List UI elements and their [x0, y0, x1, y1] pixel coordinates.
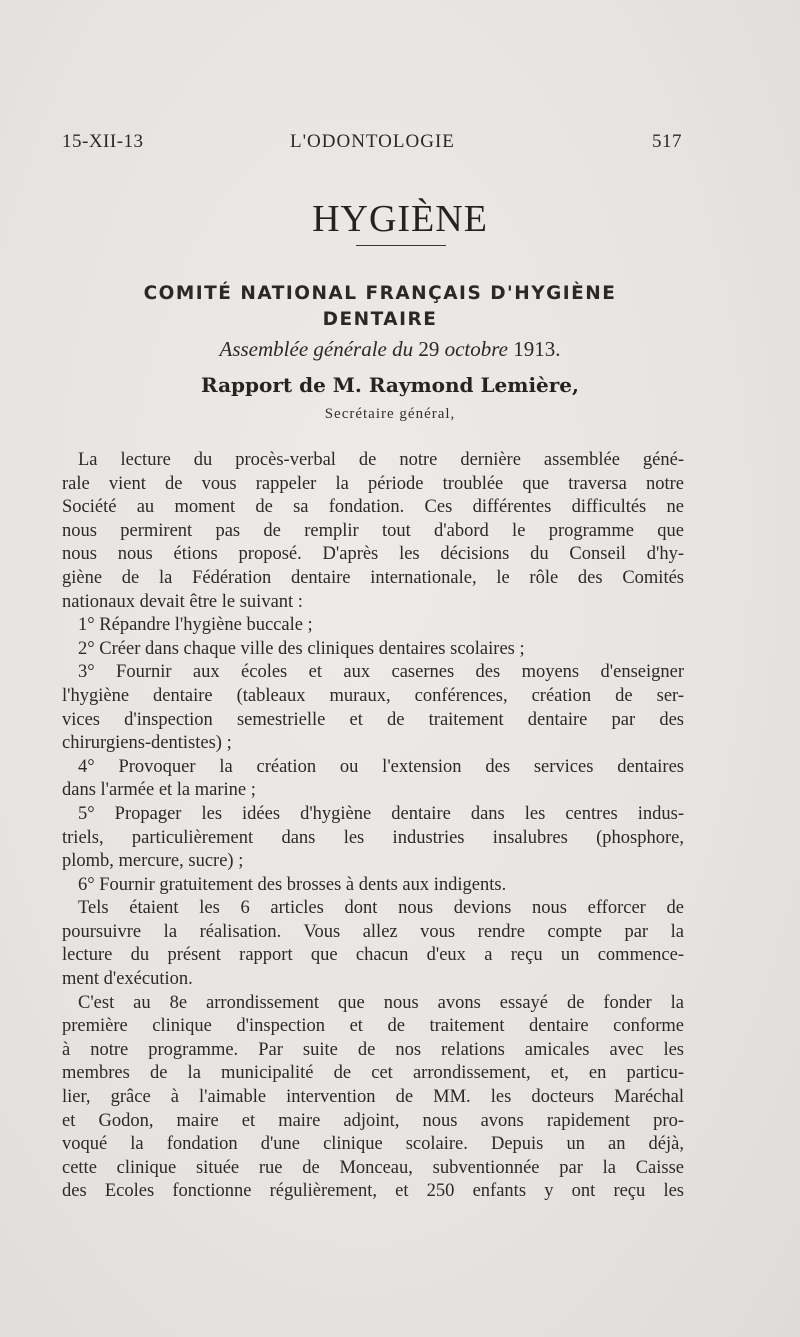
body-line: voqué la fondation d'une clinique scolaire. Depuis un an déjà,	[62, 1134, 684, 1155]
body-line: C'est au 8e arrondissement que nous avons essayé de fonder la	[78, 992, 684, 1013]
committee-heading-line2: DENTAIRE	[322, 309, 438, 330]
committee-heading	[100, 281, 660, 333]
body-line: l'hygiène dentaire (tableaux muraux, conférences, création de ser-	[62, 685, 684, 706]
assembly-text: Assemblée générale du	[219, 337, 414, 361]
body-line: nationaux devait être le suivant :	[62, 591, 303, 612]
list-item: 6° Fournir gratuitement des brosses à dents aux indigents.	[78, 874, 507, 895]
body-line: lecture du présent rapport que chacun d'eux a reçu un commence-	[62, 945, 684, 966]
body-line: membres de la municipalité de cet arrondissement, et, en particu-	[62, 1063, 684, 1084]
body-line: La lecture du procès-verbal de notre dernière assemblée géné-	[78, 450, 684, 470]
assembly-day: 29	[418, 337, 440, 361]
body-line: nous permirent pas de remplir tout d'abord le programme que	[62, 520, 684, 541]
body-line: à notre programme. Par suite de nos relations amicales avec les	[62, 1039, 684, 1060]
list-item: 4° Provoquer la création ou l'extension des services dentaires	[78, 756, 684, 777]
body-line: cette clinique située rue de Monceau, subventionnée par la Caisse	[62, 1157, 684, 1178]
body-line: Société au moment de sa fondation. Ces différentes difficultés ne	[62, 497, 684, 518]
assembly-subtitle	[0, 337, 780, 362]
body-line: plomb, mercure, sucre) ;	[62, 851, 244, 872]
body-line: chirurgiens-dentistes) ;	[62, 733, 232, 754]
committee-heading-line1: COMITÉ NATIONAL FRANÇAIS D'HYGIÈNE	[143, 283, 617, 304]
list-item: 2° Créer dans chaque ville des cliniques dentaires scolaires ;	[78, 638, 525, 659]
header-journal-title: L'ODONTOLOGIE	[290, 131, 455, 152]
body-line: première clinique d'inspection et de traitement dentaire conforme	[62, 1016, 684, 1037]
assembly-month: octobre	[444, 337, 508, 361]
title-divider	[356, 245, 446, 246]
page-number: 517	[652, 131, 682, 152]
section-title: HYGIÈNE	[312, 198, 488, 240]
body-line: rale vient de vous rappeler la période troublée que traversa notre	[62, 473, 684, 494]
body-line: Tels étaient les 6 articles dont nous devions nous efforcer de	[78, 898, 684, 919]
running-header	[62, 131, 682, 159]
assembly-year: 1913.	[513, 337, 561, 361]
body-text	[62, 449, 684, 1204]
header-date: 15-XII-13	[62, 131, 144, 152]
body-line: vices d'inspection semestrielle et de traitement dentaire par des	[62, 709, 684, 730]
list-item: 1° Répandre l'hygiène buccale ;	[78, 615, 313, 636]
body-line: ment d'exécution.	[62, 969, 193, 990]
body-line: triels, particulièrement dans les industries insalubres (phosphore,	[62, 827, 684, 848]
body-line: nous nous étions proposé. D'après les décisions du Conseil d'hy-	[62, 544, 684, 565]
body-line: dans l'armée et la marine ;	[62, 780, 256, 801]
report-author-heading: Rapport de M. Raymond Lemière,	[201, 373, 579, 397]
body-line: des Ecoles fonctionne régulièrement, et 250 enfants y ont reçu les	[62, 1181, 684, 1202]
body-line: lier, grâce à l'aimable intervention de MM. les docteurs Maréchal	[62, 1087, 684, 1108]
author-title: Secrétaire général,	[324, 406, 456, 422]
body-line: poursuivre la réalisation. Vous allez vous rendre compte par la	[62, 921, 684, 942]
body-line: et Godon, maire et maire adjoint, nous avons rapidement pro-	[62, 1110, 684, 1131]
body-line: giène de la Fédération dentaire internationale, le rôle des Comités	[62, 567, 684, 588]
list-item: 3° Fournir aux écoles et aux casernes des moyens d'enseigner	[78, 662, 684, 683]
list-item: 5° Propager les idées d'hygiène dentaire dans les centres indus-	[78, 803, 684, 824]
